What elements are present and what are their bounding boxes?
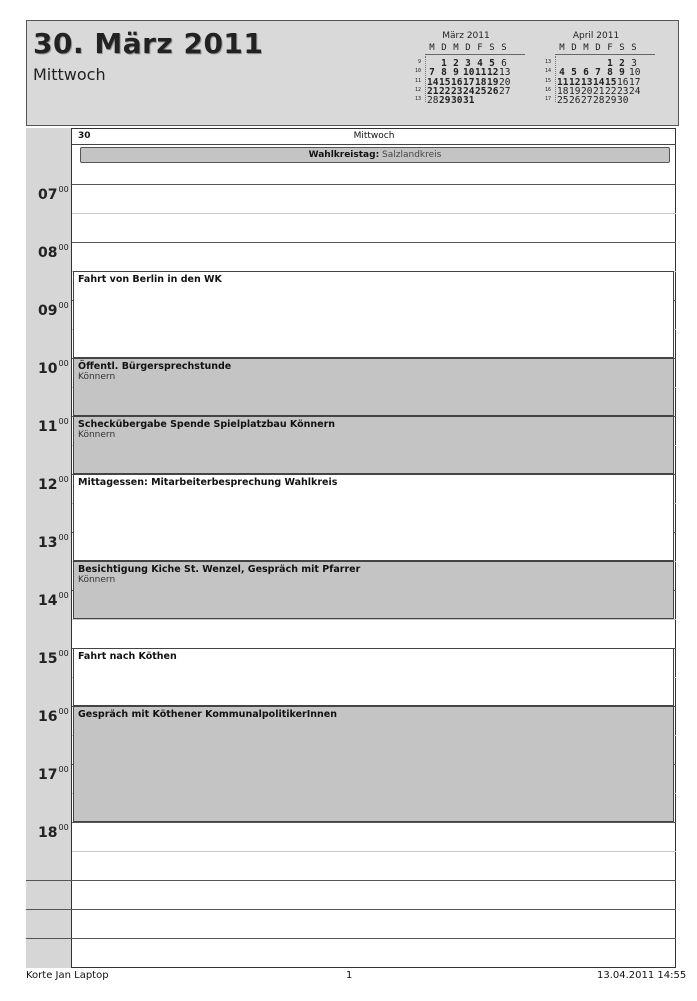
hour-value: 14 — [38, 593, 58, 609]
mini-calendar-day: 22 — [439, 85, 451, 97]
weekday-label: Mittwoch — [33, 65, 106, 84]
mini-calendar-weekday: S — [631, 43, 637, 53]
mini-calendar-day: 27 — [581, 95, 593, 107]
mini-calendar-day: 5 — [571, 67, 577, 79]
event-location: Könnern — [78, 575, 116, 585]
mini-calendar-day: 3 — [465, 58, 471, 69]
mini-calendar-day: 17 — [629, 76, 641, 88]
hour-label — [38, 825, 69, 841]
hour-value: 12 — [38, 477, 58, 493]
mini-calendar-weekday: M — [453, 43, 459, 53]
grid-line — [72, 619, 676, 620]
mini-calendar-week-number: 11 — [414, 77, 421, 84]
mini-calendar-day: 20 — [581, 85, 593, 97]
calendar-event[interactable] — [73, 706, 674, 822]
mini-calendar-day: 23 — [451, 85, 463, 97]
all-day-event-title: Wahlkreistag: — [308, 150, 380, 160]
hour-label — [38, 419, 69, 435]
hour-label — [38, 593, 69, 609]
hour-value: 11 — [38, 419, 58, 435]
mini-calendar-day: 16 — [451, 76, 463, 88]
minute-value: 00 — [58, 185, 69, 194]
hour-value: 13 — [38, 535, 58, 551]
mini-calendar-weekday: M — [429, 43, 435, 53]
mini-calendar-day: 14 — [427, 76, 439, 88]
mini-calendar-weekday: S — [501, 43, 507, 53]
calendar-event[interactable] — [73, 474, 674, 561]
mini-calendar-day: 15 — [605, 76, 617, 88]
mini-calendar-day: 12 — [487, 67, 499, 79]
mini-calendar-day: 4 — [477, 58, 483, 69]
grid-line — [26, 938, 676, 939]
mini-calendar-day: 15 — [439, 76, 451, 88]
mini-calendar-day: 1 — [607, 58, 613, 69]
hour-value: 09 — [38, 303, 58, 319]
mini-calendar-day: 10 — [463, 67, 475, 79]
mini-calendar-day: 11 — [557, 76, 569, 88]
hour-label — [38, 303, 69, 319]
mini-calendar-day: 23 — [617, 85, 629, 97]
event-title: Öffentl. Bürgersprechstunde — [78, 361, 232, 372]
mini-calendar-day: 8 — [607, 67, 613, 79]
mini-calendar-day: 2 — [619, 58, 625, 69]
mini-calendar-day: 2 — [453, 58, 459, 69]
calendar-event[interactable] — [73, 648, 674, 706]
footer-timestamp: 13.04.2011 14:55 — [597, 970, 687, 981]
hour-value: 18 — [38, 825, 58, 841]
minute-value: 00 — [58, 243, 69, 252]
grid-line — [72, 851, 676, 852]
mini-calendar-day: 10 — [629, 67, 641, 79]
mini-calendar-day: 18 — [475, 76, 487, 88]
minute-value: 00 — [58, 475, 69, 484]
mini-calendar-day: 20 — [499, 76, 511, 88]
mini-calendar-weekday: D — [441, 43, 447, 53]
mini-calendar-week-number: 10 — [414, 68, 421, 75]
mini-calendar-day: 30 — [451, 95, 463, 107]
mini-calendar-weekday: F — [477, 43, 483, 53]
mini-calendar-day: 19 — [487, 76, 499, 88]
mini-calendar-week-number: 12 — [414, 86, 421, 93]
event-location: Könnern — [78, 430, 116, 440]
hour-label — [38, 187, 69, 203]
mini-calendar-day: 9 — [453, 67, 459, 79]
mini-calendar-day: 7 — [595, 67, 601, 79]
mini-calendar-divider — [555, 54, 655, 55]
hour-label — [38, 767, 69, 783]
minute-value: 00 — [58, 533, 69, 542]
mini-calendar-week-number: 16 — [544, 86, 551, 93]
hour-value: 10 — [38, 361, 58, 377]
mini-calendar-day: 26 — [569, 95, 581, 107]
mini-calendar-weekday: M — [583, 43, 589, 53]
minute-value: 00 — [58, 823, 69, 832]
mini-calendar-title: April 2011 — [572, 31, 620, 41]
mini-calendar-day: 6 — [583, 67, 589, 79]
minute-value: 00 — [58, 301, 69, 310]
minute-value: 00 — [58, 417, 69, 426]
hour-value: 17 — [38, 767, 58, 783]
grid-line — [72, 242, 676, 243]
day-column-header — [72, 129, 676, 145]
event-title: Mittagessen: Mitarbeiterbesprechung Wahlkreis — [78, 477, 338, 488]
mini-calendar-day: 7 — [429, 67, 435, 79]
mini-calendar-week-number: 17 — [544, 96, 551, 103]
hour-label — [38, 709, 69, 725]
mini-calendar-day: 19 — [569, 85, 581, 97]
mini-calendar-day: 24 — [463, 85, 475, 97]
mini-calendar-day: 14 — [593, 76, 605, 88]
event-title: Gespräch mit Köthener KommunalpolitikerInnen — [78, 709, 337, 720]
mini-calendar-day: 1 — [441, 58, 447, 69]
mini-calendar-day: 25 — [557, 95, 569, 107]
hour-value: 15 — [38, 651, 58, 667]
all-day-event[interactable] — [80, 147, 670, 163]
mini-calendar-day: 8 — [441, 67, 447, 79]
mini-calendar-april — [535, 31, 657, 111]
mini-calendar-weekday: S — [619, 43, 625, 53]
mini-calendar-day: 29 — [439, 95, 451, 107]
mini-calendar-day: 3 — [631, 58, 637, 69]
hour-value: 07 — [38, 187, 58, 203]
mini-calendar-day: 16 — [617, 76, 629, 88]
grid-line — [26, 909, 676, 910]
calendar-event[interactable] — [73, 358, 674, 416]
minute-value: 00 — [58, 649, 69, 658]
event-title: Fahrt nach Köthen — [78, 651, 177, 662]
grid-line — [72, 822, 676, 823]
mini-calendar-day: 31 — [463, 95, 475, 107]
mini-calendar-day: 24 — [629, 85, 641, 97]
mini-calendar-day: 17 — [463, 76, 475, 88]
mini-calendar-day: 12 — [569, 76, 581, 88]
mini-calendar-day: 22 — [605, 85, 617, 97]
mini-calendar-day: 25 — [475, 85, 487, 97]
date-title: 30. März 2011 — [33, 27, 264, 60]
mini-calendar-weekday: D — [595, 43, 601, 53]
mini-calendar-day: 21 — [427, 85, 439, 97]
hour-label — [38, 651, 69, 667]
mini-calendar-week-number: 14 — [544, 68, 551, 75]
mini-calendar-day: 18 — [557, 85, 569, 97]
hour-value: 08 — [38, 245, 58, 261]
mini-calendar-day: 9 — [619, 67, 625, 79]
mini-calendar-weekday: F — [607, 43, 613, 53]
mini-calendar-day: 28 — [593, 95, 605, 107]
mini-calendar-week-number: 9 — [417, 59, 421, 65]
event-location: Könnern — [78, 372, 116, 382]
mini-calendar-week-number: 13 — [544, 59, 551, 65]
mini-calendar-title: März 2011 — [442, 31, 490, 41]
page-header — [26, 20, 679, 126]
mini-calendar-day: 27 — [499, 85, 511, 97]
minute-value: 00 — [58, 765, 69, 774]
minute-value: 00 — [58, 359, 69, 368]
footer-owner: Korte Jan Laptop — [26, 970, 109, 981]
mini-calendar-day: 6 — [501, 58, 507, 69]
mini-calendar-day: 4 — [559, 67, 565, 79]
mini-calendar-weekday: D — [465, 43, 471, 53]
mini-calendar-weekday: M — [559, 43, 565, 53]
mini-calendar-day: 26 — [487, 85, 499, 97]
mini-calendar-week-number: 15 — [544, 77, 551, 84]
all-day-event-location: Salzlandkreis — [382, 150, 442, 160]
calendar-event[interactable] — [73, 561, 674, 619]
grid-line — [26, 880, 676, 881]
mini-calendar-weekday: D — [571, 43, 577, 53]
mini-calendar-day: 11 — [475, 67, 487, 79]
mini-calendar-week-number: 13 — [414, 96, 421, 103]
footer-page-number: 1 — [346, 970, 353, 981]
mini-calendar-day: 30 — [617, 95, 629, 107]
calendar-event[interactable] — [73, 416, 674, 474]
mini-calendar-day: 28 — [427, 95, 439, 107]
mini-calendar-week-divider — [555, 56, 556, 102]
hour-label — [38, 361, 69, 377]
hour-label — [38, 477, 69, 493]
mini-calendar-week-divider — [425, 56, 426, 102]
day-name: Mittwoch — [353, 131, 395, 141]
minute-value: 00 — [58, 591, 69, 600]
hour-label — [38, 535, 69, 551]
event-title: Scheckübergabe Spende Spielplatzbau Könnern — [78, 419, 336, 430]
mini-calendar-day: 21 — [593, 85, 605, 97]
day-number: 30 — [78, 131, 91, 141]
event-title: Besichtigung Kiche St. Wenzel, Gespräch mit Pfarrer — [78, 564, 361, 575]
mini-calendar-divider — [425, 54, 525, 55]
mini-calendar-march — [405, 31, 527, 111]
grid-line — [72, 184, 676, 185]
mini-calendar-day: 13 — [499, 67, 511, 79]
mini-calendar-day: 5 — [489, 58, 495, 69]
calendar-event[interactable] — [73, 271, 674, 358]
minute-value: 00 — [58, 707, 69, 716]
grid-line — [72, 213, 676, 214]
mini-calendar-day: 29 — [605, 95, 617, 107]
hour-label — [38, 245, 69, 261]
mini-calendar-weekday: S — [489, 43, 495, 53]
event-title: Fahrt von Berlin in den WK — [78, 274, 222, 285]
hour-value: 16 — [38, 709, 58, 725]
mini-calendar-day: 13 — [581, 76, 593, 88]
